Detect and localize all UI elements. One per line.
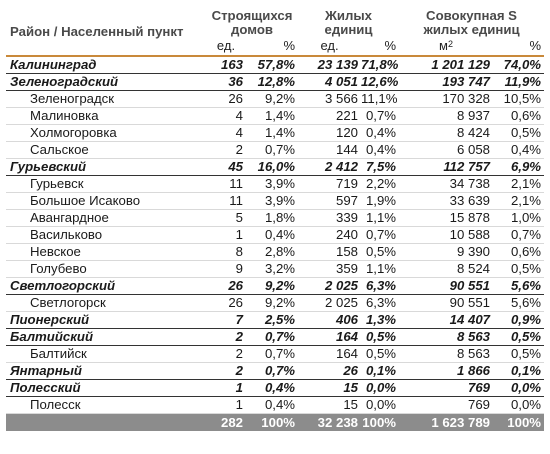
total-row	[6, 414, 544, 432]
settlement-row	[6, 210, 544, 227]
header-total-area	[399, 8, 544, 37]
total-units-percent: 100%	[361, 414, 399, 432]
settlement-row	[6, 125, 544, 142]
cell-houses-percent: 0,7%	[246, 363, 298, 380]
settlement-row	[6, 244, 544, 261]
cell-area-percent: 0,1%	[493, 363, 544, 380]
cell-units-percent: 0,1%	[361, 363, 399, 380]
cell-area-sqm: 15 878	[399, 210, 493, 227]
cell-houses-count: 45	[206, 159, 246, 176]
cell-units-count: 164	[298, 329, 361, 346]
cell-units-count: 4 051	[298, 74, 361, 91]
cell-units-percent: 2,2%	[361, 176, 399, 193]
cell-units-count: 2 025	[298, 278, 361, 295]
cell-houses-percent: 12,8%	[246, 74, 298, 91]
region-name: Гурьевский	[6, 159, 206, 176]
cell-units-count: 339	[298, 210, 361, 227]
settlement-name: Малиновка	[6, 108, 206, 125]
region-name: Зеленоградский	[6, 74, 206, 91]
cell-area-percent: 0,9%	[493, 312, 544, 329]
cell-houses-count: 2	[206, 142, 246, 159]
cell-houses-percent: 0,4%	[246, 227, 298, 244]
unit-area-sqm	[399, 37, 493, 56]
cell-houses-count: 5	[206, 210, 246, 227]
statistics-table-container	[6, 8, 544, 431]
region-row	[6, 56, 544, 74]
cell-units-percent: 71,8%	[361, 57, 399, 72]
settlement-name: Зеленоградск	[6, 91, 206, 108]
cell-area-percent: 0,6%	[493, 244, 544, 261]
cell-units-percent: 0,0%	[361, 397, 399, 414]
unit-units-percent: %	[361, 37, 399, 56]
cell-houses-percent: 0,7%	[246, 329, 298, 346]
header-houses-under-construction	[206, 8, 298, 37]
cell-area-sqm: 34 738	[399, 176, 493, 193]
cell-units-percent: 0,5%	[361, 346, 399, 363]
cell-area-percent: 2,1%	[493, 193, 544, 210]
cell-area-percent: 10,5%	[493, 91, 544, 108]
cell-houses-percent: 3,9%	[246, 176, 298, 193]
total-label	[6, 414, 206, 432]
cell-area-percent: 0,5%	[493, 125, 544, 142]
cell-houses-count: 9	[206, 261, 246, 278]
header-area-line2: жилых единиц	[423, 22, 520, 37]
cell-houses-count: 26	[206, 91, 246, 108]
cell-houses-count: 2	[206, 329, 246, 346]
cell-area-sqm: 193 747	[399, 74, 493, 91]
cell-area-sqm: 1 201 129	[399, 56, 493, 74]
cell-units-count: 23 139	[298, 56, 361, 74]
cell-area-percent: 0,0%	[493, 380, 544, 397]
cell-area-sqm: 170 328	[399, 91, 493, 108]
header-area-line1: Совокупная S	[426, 8, 517, 23]
settlement-row	[6, 227, 544, 244]
cell-units-count: 221	[298, 108, 361, 125]
region-name: Янтарный	[6, 363, 206, 380]
settlement-name: Холмогоровка	[6, 125, 206, 142]
unit-units-count: ед.	[298, 37, 361, 56]
cell-units-count: 406	[298, 312, 361, 329]
cell-houses-percent: 3,9%	[246, 193, 298, 210]
cell-units-count: 144	[298, 142, 361, 159]
cell-houses-percent: 1,8%	[246, 210, 298, 227]
cell-houses-count: 4	[206, 125, 246, 142]
cell-area-sqm: 1 866	[399, 363, 493, 380]
region-row	[6, 159, 544, 176]
cell-units-percent: 7,5%	[361, 159, 399, 176]
cell-area-sqm: 8 563	[399, 329, 493, 346]
cell-area-sqm: 769	[399, 397, 493, 414]
cell-houses-percent: 9,2%	[246, 91, 298, 108]
cell-area-sqm: 8 563	[399, 346, 493, 363]
cell-houses-count: 11	[206, 176, 246, 193]
cell-area-sqm: 90 551	[399, 295, 493, 312]
settlement-name: Гурьевск	[6, 176, 206, 193]
cell-area-percent: 11,9%	[493, 74, 544, 91]
cell-units-percent: 0,4%	[361, 142, 399, 159]
cell-houses-percent: 1,4%	[246, 125, 298, 142]
cell-houses-count: 2	[206, 363, 246, 380]
region-row	[6, 329, 544, 346]
settlement-row	[6, 261, 544, 278]
unit-area-sup: 2	[447, 39, 453, 49]
region-name: Полесский	[6, 380, 206, 397]
cell-area-sqm: 8 937	[399, 108, 493, 125]
table-body	[6, 56, 544, 414]
cell-units-count: 597	[298, 193, 361, 210]
total-area-sqm: 1 623 789	[399, 414, 493, 432]
header-housing-units	[298, 8, 399, 37]
total-houses-percent: 100%	[246, 414, 298, 432]
header-units-line1: Жилых	[325, 8, 373, 23]
cell-units-count: 719	[298, 176, 361, 193]
cell-area-sqm: 769	[399, 380, 493, 397]
settlement-row	[6, 295, 544, 312]
region-row	[6, 312, 544, 329]
settlement-row	[6, 108, 544, 125]
cell-houses-percent: 1,4%	[246, 108, 298, 125]
cell-units-percent: 0,7%	[361, 108, 399, 125]
region-name: Калининград	[6, 56, 206, 74]
settlement-row	[6, 91, 544, 108]
cell-area-percent: 6,9%	[493, 159, 544, 176]
cell-units-count: 359	[298, 261, 361, 278]
cell-units-percent: 0,4%	[361, 125, 399, 142]
cell-units-percent: 0,5%	[361, 329, 399, 346]
cell-area-sqm: 9 390	[399, 244, 493, 261]
cell-houses-count: 2	[206, 346, 246, 363]
cell-units-count: 158	[298, 244, 361, 261]
settlement-name: Светлогорск	[6, 295, 206, 312]
cell-area-sqm: 14 407	[399, 312, 493, 329]
cell-units-percent: 1,1%	[361, 261, 399, 278]
settlement-name: Авангардное	[6, 210, 206, 227]
cell-units-count: 3 566	[298, 91, 361, 108]
cell-area-sqm: 33 639	[399, 193, 493, 210]
cell-houses-percent: 57,8%	[246, 56, 298, 74]
cell-houses-count: 11	[206, 193, 246, 210]
cell-houses-percent: 3,2%	[246, 261, 298, 278]
unit-area-percent: %	[493, 37, 544, 56]
unit-houses-percent: %	[246, 37, 298, 56]
housing-construction-table	[6, 8, 544, 431]
cell-area-percent: 74,0%	[493, 56, 544, 74]
cell-houses-count: 7	[206, 312, 246, 329]
region-name: Пионерский	[6, 312, 206, 329]
header-units-line2: единиц	[324, 22, 373, 37]
total-area-percent: 100%	[493, 414, 544, 432]
header-district-settlement: Район / Населенный пункт	[6, 8, 206, 56]
cell-houses-percent: 0,4%	[246, 397, 298, 414]
cell-area-percent: 0,5%	[493, 346, 544, 363]
settlement-row	[6, 142, 544, 159]
cell-area-percent: 5,6%	[493, 295, 544, 312]
header-houses-line1: Строящихся	[211, 8, 293, 23]
settlement-name: Балтийск	[6, 346, 206, 363]
cell-area-percent: 1,0%	[493, 210, 544, 227]
cell-area-sqm: 6 058	[399, 142, 493, 159]
cell-houses-percent: 16,0%	[246, 159, 298, 176]
cell-houses-count: 26	[206, 295, 246, 312]
cell-houses-count: 36	[206, 74, 246, 91]
settlement-name: Сальское	[6, 142, 206, 159]
settlement-name: Невское	[6, 244, 206, 261]
cell-units-count: 2 025	[298, 295, 361, 312]
cell-units-count: 164	[298, 346, 361, 363]
region-row	[6, 380, 544, 397]
settlement-row	[6, 397, 544, 414]
cell-units-percent: 1,3%	[361, 312, 399, 329]
region-name: Светлогорский	[6, 278, 206, 295]
cell-area-sqm: 90 551	[399, 278, 493, 295]
header-houses-line2: домов	[231, 22, 273, 37]
cell-area-percent: 0,4%	[493, 142, 544, 159]
cell-units-count: 2 412	[298, 159, 361, 176]
cell-area-percent: 0,0%	[493, 397, 544, 414]
cell-units-count: 15	[298, 397, 361, 414]
cell-houses-percent: 2,5%	[246, 312, 298, 329]
cell-houses-percent: 0,7%	[246, 346, 298, 363]
cell-units-percent: 12,6%	[361, 74, 399, 89]
cell-units-percent: 0,0%	[361, 380, 399, 397]
cell-area-percent: 2,1%	[493, 176, 544, 193]
total-units-count: 32 238	[298, 414, 361, 432]
cell-units-percent: 6,3%	[361, 278, 399, 295]
cell-units-count: 15	[298, 380, 361, 397]
settlement-row	[6, 193, 544, 210]
cell-units-count: 240	[298, 227, 361, 244]
cell-houses-percent: 2,8%	[246, 244, 298, 261]
cell-area-percent: 0,6%	[493, 108, 544, 125]
cell-units-percent: 1,1%	[361, 210, 399, 227]
cell-houses-count: 1	[206, 380, 246, 397]
region-name: Балтийский	[6, 329, 206, 346]
total-houses-count: 282	[206, 414, 246, 432]
unit-area-m: м	[439, 38, 448, 53]
cell-units-count: 26	[298, 363, 361, 380]
unit-houses-count: ед.	[206, 37, 246, 56]
region-row	[6, 74, 544, 91]
cell-area-sqm: 10 588	[399, 227, 493, 244]
cell-houses-count: 4	[206, 108, 246, 125]
settlement-name: Васильково	[6, 227, 206, 244]
cell-houses-count: 1	[206, 397, 246, 414]
region-row	[6, 278, 544, 295]
cell-houses-count: 1	[206, 227, 246, 244]
cell-area-percent: 5,6%	[493, 278, 544, 295]
cell-units-count: 120	[298, 125, 361, 142]
region-row	[6, 363, 544, 380]
settlement-name: Голубево	[6, 261, 206, 278]
cell-units-percent: 0,5%	[361, 244, 399, 261]
cell-area-sqm: 112 757	[399, 159, 493, 176]
cell-units-percent: 6,3%	[361, 295, 399, 312]
cell-houses-percent: 9,2%	[246, 295, 298, 312]
cell-area-percent: 0,5%	[493, 261, 544, 278]
settlement-row	[6, 176, 544, 193]
cell-houses-percent: 9,2%	[246, 278, 298, 295]
cell-units-percent: 11,1%	[361, 91, 398, 106]
cell-houses-count: 26	[206, 278, 246, 295]
cell-area-percent: 0,7%	[493, 227, 544, 244]
settlement-name: Полесск	[6, 397, 206, 414]
cell-area-sqm: 8 524	[399, 261, 493, 278]
settlement-name: Большое Исаково	[6, 193, 206, 210]
cell-area-sqm: 8 424	[399, 125, 493, 142]
cell-area-percent: 0,5%	[493, 329, 544, 346]
cell-houses-count: 163	[206, 56, 246, 74]
cell-houses-percent: 0,7%	[246, 142, 298, 159]
settlement-row	[6, 346, 544, 363]
cell-units-percent: 0,7%	[361, 227, 399, 244]
cell-units-percent: 1,9%	[361, 193, 399, 210]
cell-houses-percent: 0,4%	[246, 380, 298, 397]
cell-houses-count: 8	[206, 244, 246, 261]
